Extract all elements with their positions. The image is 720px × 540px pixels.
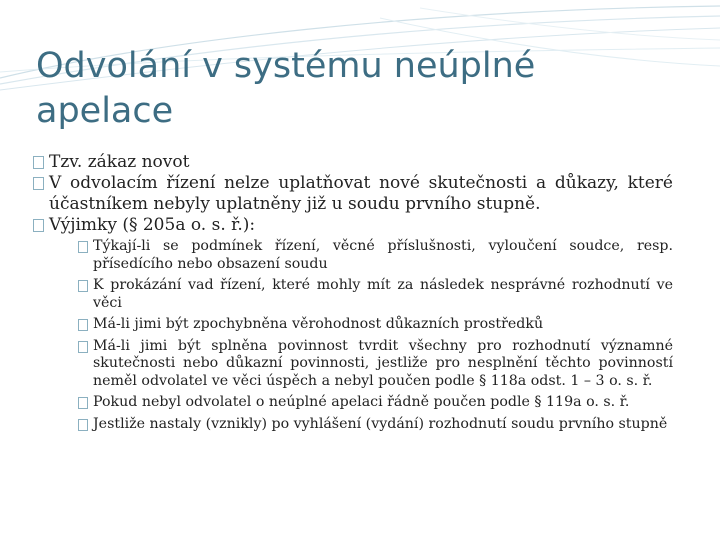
bullet-list xyxy=(33,152,673,437)
sub-bullet-text: Jestliže nastaly (vznikly) po vyhlášení (vydání) rozhodnutí soudu prvního stupně xyxy=(93,415,668,432)
sub-bullet-text: Má-li jimi být zpochybněna věrohodnost důkazních prostředků xyxy=(93,316,544,332)
slide-title: Odvolání v systému neúplné apelace xyxy=(36,46,536,131)
sub-bullet-item xyxy=(78,338,673,391)
sub-bullet-item xyxy=(78,277,673,312)
sub-bullet-text: Pokud nebyl odvolatel o neúplné apelaci řádně poučen podle § 119a o. s. ř. xyxy=(93,394,630,410)
bullet-item xyxy=(33,152,673,173)
sub-bullet-item xyxy=(78,238,673,273)
bullet-item xyxy=(33,173,673,215)
bullet-item xyxy=(33,215,673,236)
square-bullet-icon xyxy=(33,156,44,169)
square-bullet-icon xyxy=(78,419,88,431)
square-bullet-icon xyxy=(78,319,88,331)
square-bullet-icon xyxy=(78,397,88,409)
bullet-text: Tzv. zákaz novot xyxy=(49,152,190,172)
sub-bullet-list xyxy=(78,238,673,433)
bullet-text: Výjimky (§ 205a o. s. ř.): xyxy=(49,215,256,235)
sub-bullet-item xyxy=(78,416,673,434)
sub-bullet-text: Má-li jimi být splněna povinnost tvrdit všechny pro rozhodnutí významné skutečnosti nebo důkazní povinnosti, jestliže pro nesplnění těchto povinností neměl odvolatel ve věci úspěch a nebyl poučen podle § 118a odst. 1 – 3 o. s. ř. xyxy=(93,337,673,389)
sub-bullet-text: K prokázání vad řízení, které mohly mít za následek nesprávné rozhodnutí ve věci xyxy=(93,277,673,311)
square-bullet-icon xyxy=(33,177,44,190)
sub-bullet-text: Týkají-li se podmínek řízení, věcné příslušnosti, vyloučení soudce, resp. přísedícího nebo obsazení soudu xyxy=(93,238,673,272)
bullet-text: V odvolacím řízení nelze uplatňovat nové skutečnosti a důkazy, které účastníkem nebyly uplatněny již u soudu prvního stupně. xyxy=(49,173,673,214)
square-bullet-icon xyxy=(78,280,88,292)
sub-bullet-item xyxy=(78,394,673,412)
square-bullet-icon xyxy=(78,241,88,253)
square-bullet-icon xyxy=(78,341,88,353)
square-bullet-icon xyxy=(33,219,44,232)
sub-bullet-item xyxy=(78,316,673,334)
